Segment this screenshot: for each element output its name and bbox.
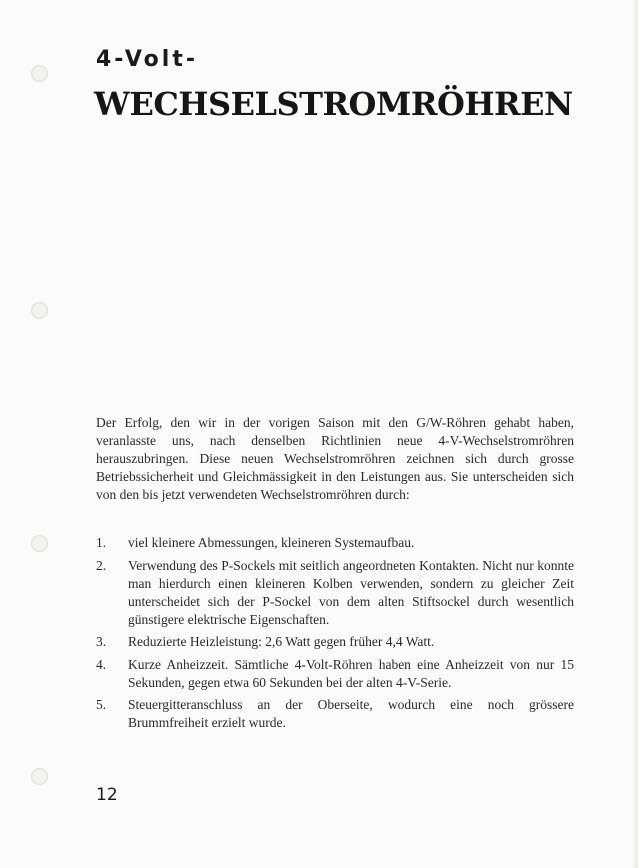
list-item-text: Steuergitteranschluss an der Oberseite, wodurch eine noch grössere Brummfreiheit erzielt wurde. (128, 697, 574, 730)
page-number: 12 (96, 785, 118, 805)
list-item-text: viel kleinere Abmessungen, kleineren Systemaufbau. (128, 535, 415, 550)
feature-list (96, 534, 574, 737)
list-item-number: 4. (96, 656, 107, 672)
list-item-number: 3. (96, 634, 107, 649)
list-item-number: 5. (96, 697, 107, 712)
list-item (96, 557, 574, 629)
list-item-number: 2. (96, 557, 107, 573)
list-item (96, 534, 574, 552)
list-item (96, 656, 574, 692)
punch-hole (31, 535, 48, 552)
list-item-number: 1. (96, 535, 107, 550)
list-item (96, 633, 574, 651)
list-item-text: Kurze Anheizzeit. Sämtliche 4-Volt-Röhren haben eine Anheizzeit von nur 15 Sekunden, gegen etwa 60 Sekunden bei der alten 4-V-Serie. (128, 656, 574, 690)
list-item (96, 696, 574, 732)
heading-subtitle: 4-Volt- (96, 47, 198, 72)
punch-hole (31, 65, 48, 82)
list-item-text: Verwendung des P-Sockels mit seitlich angeordneten Kontakten. Nicht nur konnte man hierdurch einen kleineren Kolben verwenden, sondern zu gleicher Zeit unterscheidet sich der P-Sockel von dem alten Stiftsockel durch wesentlich günstigere elektrische Eigenschaften. (128, 557, 574, 627)
page-title: WECHSELSTROMRÖHREN (94, 85, 573, 123)
punch-hole (31, 302, 48, 319)
list-item-text: Reduzierte Heizleistung: 2,6 Watt gegen früher 4,4 Watt. (128, 634, 435, 649)
page-edge (632, 0, 638, 868)
intro-paragraph: Der Erfolg, den wir in der vorigen Saison mit den G/W-Röhren gehabt haben, veranlasste uns, nach denselben Richtlinien neue 4-V-Wechselstromröhren herauszubringen. Diese neuen Wechselstromröhren zeichnen sich durch grosse Betriebssicherheit und Gleichmässigkeit in den Leistungen aus. Sie unterscheiden sich von den bis jetzt verwendeten Wechselstromröhren durch: (96, 415, 574, 502)
punch-hole (31, 768, 48, 785)
